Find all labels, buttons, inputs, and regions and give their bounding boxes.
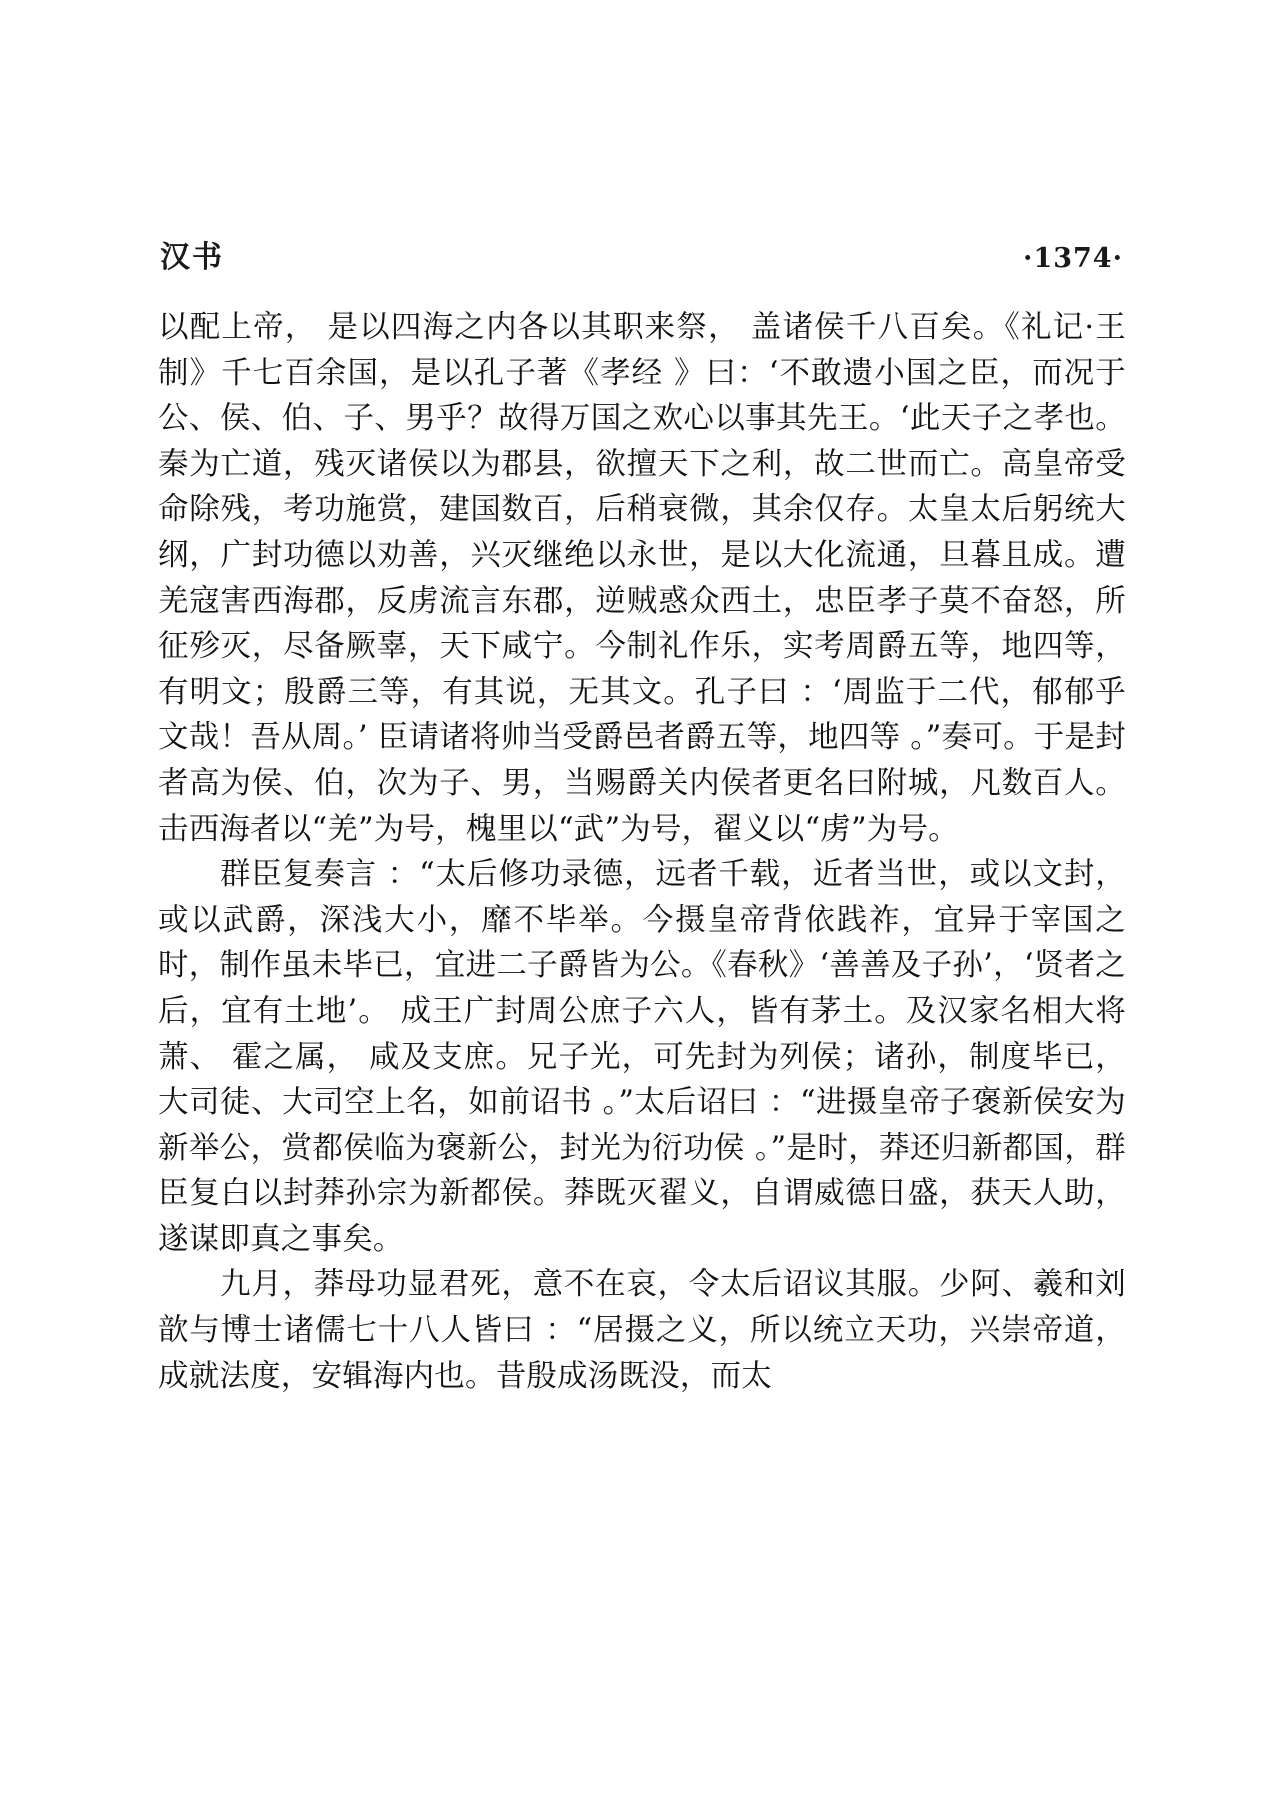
- page-number: ·1374·: [1023, 243, 1123, 274]
- paragraph: 以配上帝， 是以四海之内各以其职来祭， 盖诸侯千八百矣。《礼记·王制》千七百余国，是以孔子著《孝经 》曰：‘不敢遗小国之臣，而况于公、侯、伯、子、男乎？故得万国之欢心以事其先王。‘此天子之孝也。秦为亡道，残灭诸侯以为郡县，欲擅天下之利，故二世而亡。高皇帝受命除残，考功施赏，建国数百，后稍衰微，其余仅存。太皇太后躬统大纲，广封功德以劝善，兴灭继绝以永世，是以大化流通，旦暮且成。遭羌寇害西海郡，反虏流言东郡，逆贼惑众西土，忠臣孝子莫不奋怒，所征殄灭，尽备厥辜，天下咸宁。今制礼作乐，实考周爵五等，地四等，有明文；殷爵三等，有其说，无其文。孔子曰 ：‘周监于二代，郁郁乎文哉！吾从周。’ 臣请诸将帅当受爵邑者爵五等，地四等 。”奏可。于是封者高为侯、伯，次为子、男，当赐爵关内侯者更名曰附城，凡数百人。击西海者以“羌”为号，槐里以“武”为号，翟义以“虏”为号。: [158, 310, 1126, 847]
- page-header: [160, 232, 1123, 276]
- paragraph: 九月，莽母功显君死，意不在哀，令太后诏议其服。少阿、羲和刘歆与博士诸儒七十八人皆曰 ：“居摄之义，所以统立天功，兴崇帝道，成就法度，安辑海内也。昔殷成汤既没，而太: [158, 1267, 1126, 1394]
- page-body: [158, 305, 1126, 1399]
- paragraph: 群臣复奏言 ：“太后修功录德，远者千载，近者当世，或以文封，或以武爵，深浅大小，靡不毕举。今摄皇帝背依践祚，宜异于宰国之时，制作虽未毕已，宜进二子爵皆为公。《春秋》‘善善及子孙’，‘贤者之后，宜有土地’。 成王广封周公庶子六人，皆有茅土。及汉家名相大将萧、 霍之属， 咸及支庶。兄子光，可先封为列侯；诸孙，制度毕已，大司徒、大司空上名，如前诏书 。”太后诏曰 ：“进摄皇帝子褒新侯安为新举公，赏都侯临为褒新公，封光为衍功侯 。”是时，莽还归新都国，群臣复白以封莽孙宗为新都侯。莽既灭翟义，自谓威德日盛，获天人助，遂谋即真之事矣。: [158, 857, 1126, 1257]
- book-title: 汉书: [160, 240, 224, 275]
